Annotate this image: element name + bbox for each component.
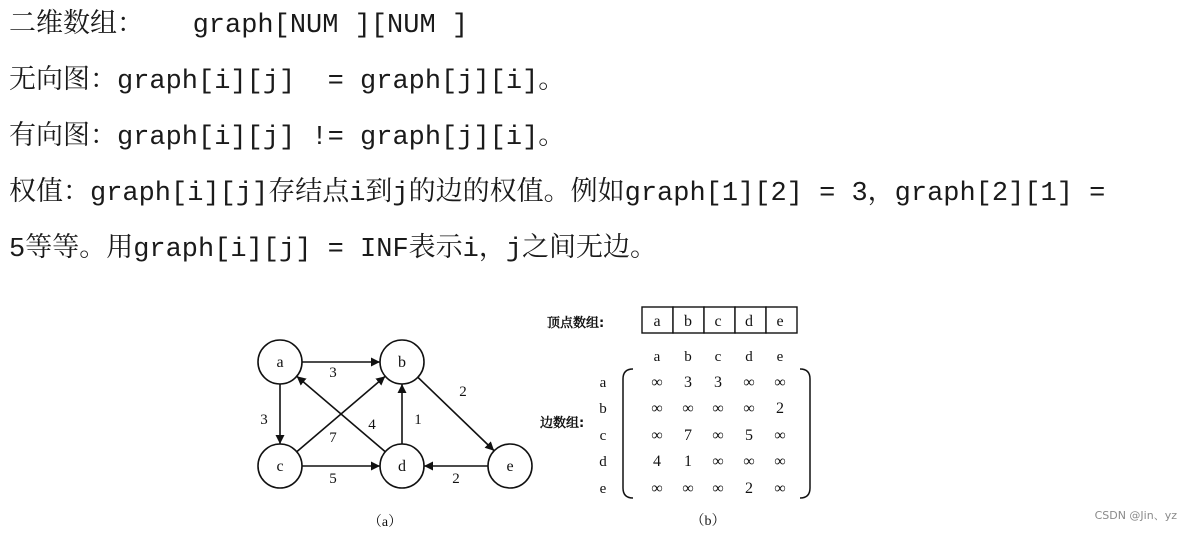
edge-weight-a-c: 3 <box>260 412 268 428</box>
edge-weight-b-e: 2 <box>459 384 467 400</box>
edge-weight-c-d: 5 <box>329 471 337 487</box>
row-header-c: c <box>599 428 607 444</box>
directed-graph <box>258 340 532 530</box>
matrix-cell: ∞ <box>712 453 724 470</box>
matrix-cell: ∞ <box>774 427 786 444</box>
matrix-cell: 5 <box>745 427 753 444</box>
matrix-cell: 7 <box>684 427 692 444</box>
matrix-cell: 1 <box>684 453 692 470</box>
col-header-d: d <box>745 349 753 365</box>
text-line-weight: 权值：graph[i][j]存结点i到j的边的权值。例如graph[1][2] = 3，graph[2][1] = <box>9 179 1106 209</box>
matrix-cell: 2 <box>745 480 753 497</box>
vertex-value-b: b <box>684 313 692 330</box>
edge-b-e <box>418 377 494 450</box>
matrix-cell: ∞ <box>651 480 663 497</box>
matrix-left-bracket <box>623 369 633 498</box>
matrix-cell: ∞ <box>651 427 663 444</box>
matrix-cell: ∞ <box>774 374 786 391</box>
matrix-cell: 3 <box>684 374 692 391</box>
matrix-cell: 3 <box>714 374 722 391</box>
matrix-cell: ∞ <box>743 453 755 470</box>
matrix-cell: ∞ <box>743 374 755 391</box>
edge-array-label: 边数组: <box>540 416 585 431</box>
vertex-value-e: e <box>776 313 784 330</box>
edge-weight-d-a: 4 <box>368 417 376 433</box>
matrix-cell: ∞ <box>651 374 663 391</box>
col-header-e: e <box>776 349 784 365</box>
vertex-array-label: 顶点数组: <box>547 316 605 331</box>
row-header-d: d <box>599 454 607 470</box>
edge-weight-d-b: 1 <box>414 412 422 428</box>
matrix-cell: ∞ <box>774 480 786 497</box>
matrix-cell: ∞ <box>712 400 724 417</box>
vertex-value-d: d <box>745 313 753 330</box>
text-line-directed: 有向图：graph[i][j] != graph[j][i]。 <box>9 123 566 153</box>
row-header-e: e <box>599 481 607 497</box>
matrix-cell: ∞ <box>682 400 694 417</box>
row-header-a: a <box>599 375 607 391</box>
col-header-a: a <box>653 349 661 365</box>
node-label-d: d <box>398 458 406 475</box>
node-label-a: a <box>276 354 284 371</box>
row-header-b: b <box>599 401 607 417</box>
text-line-inf: 5等等。用graph[i][j] = INF表示i，j之间无边。 <box>9 235 658 265</box>
watermark: CSDN @Jin、yz <box>1094 509 1177 522</box>
matrix-cell: ∞ <box>682 480 694 497</box>
matrix-right-bracket <box>800 369 810 498</box>
edge-weight-a-b: 3 <box>329 365 337 381</box>
text-line-array: 二维数组： graph[NUM ][NUM ] <box>9 11 469 41</box>
vertex-value-a: a <box>653 313 661 330</box>
matrix-cell: 4 <box>653 453 661 470</box>
adjacency-matrix-panel <box>540 307 810 529</box>
col-header-b: b <box>684 349 692 365</box>
node-label-c: c <box>276 458 284 475</box>
matrix-cell: ∞ <box>651 400 663 417</box>
caption-b: （b） <box>690 514 726 529</box>
vertex-value-c: c <box>714 313 722 330</box>
edge-weight-c-b: 7 <box>329 430 337 446</box>
node-label-e: e <box>506 458 514 475</box>
text-line-undirected: 无向图：graph[i][j] = graph[j][i]。 <box>9 67 566 97</box>
matrix-cell: ∞ <box>712 427 724 444</box>
edge-weight-e-d: 2 <box>452 471 460 487</box>
node-label-b: b <box>398 354 406 371</box>
matrix-cell: ∞ <box>774 453 786 470</box>
matrix-cell: ∞ <box>743 400 755 417</box>
matrix-cell: ∞ <box>712 480 724 497</box>
col-header-c: c <box>714 349 722 365</box>
matrix-cell: 2 <box>776 400 784 417</box>
caption-a: （a） <box>367 515 403 530</box>
